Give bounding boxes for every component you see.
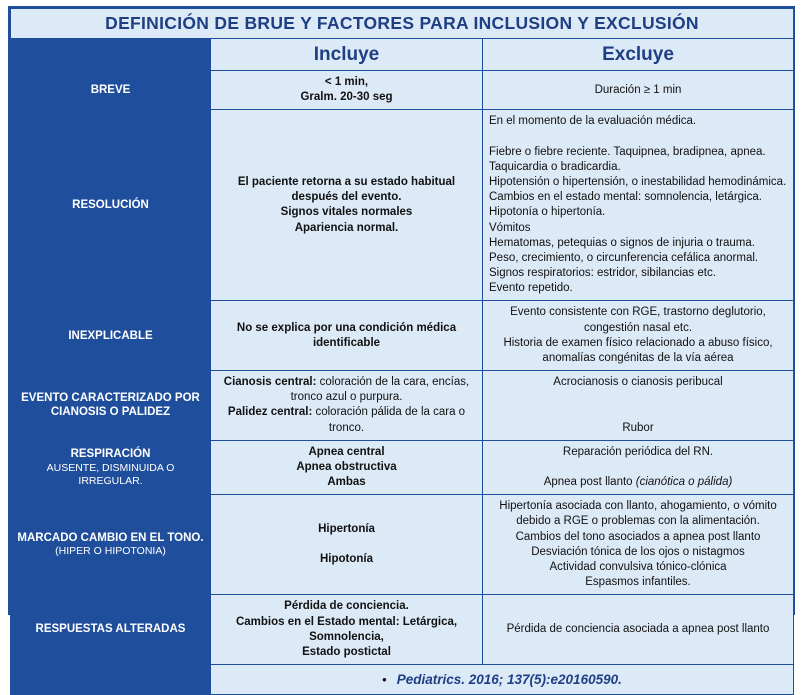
line: Hipertonía asociada con llanto, ahogamiento, o vómito <box>499 500 777 513</box>
cell-respiracion-exclude <box>483 440 794 495</box>
line: Historia de examen físico relacionado a abuso físico, <box>503 336 773 349</box>
cell-respiracion-include <box>211 440 483 495</box>
line: Apnea central <box>308 445 385 458</box>
page-title: DEFINICIÓN DE BRUE Y FACTORES PARA INCLUSION Y EXCLUSIÓN <box>11 9 794 39</box>
column-header-include: Incluye <box>211 39 483 71</box>
line: Peso, crecimiento, o circunferencia cefálica anormal. <box>489 251 759 264</box>
row-label-inexplicable <box>11 301 211 371</box>
line-text: coloración pálida de la cara o <box>312 406 466 419</box>
line: anomalías congénitas de la vía aérea <box>542 351 734 364</box>
line: Vómitos <box>489 221 531 234</box>
line: Cambios en el Estado mental: Letárgica, <box>235 615 458 628</box>
line: debido a RGE o problemas con la alimentación. <box>516 515 760 528</box>
line: Acrocianosis o cianosis peribucal <box>553 376 723 389</box>
row-label-tono <box>11 495 211 595</box>
cell-resolucion-exclude <box>483 110 794 301</box>
line <box>217 537 476 552</box>
line-italic: (cianótica o pálida) <box>635 476 733 489</box>
cell-tono-include <box>211 495 483 595</box>
row-label-respuestas-alteradas <box>11 595 211 665</box>
line: Hipotensión o hipertensión, o inestabilidad hemodinámica. <box>489 176 787 189</box>
line-text: coloración de la cara, encías, <box>316 376 470 389</box>
table-row <box>11 440 794 495</box>
line: Hematomas, petequias o signos de injuria o trauma. <box>489 236 755 249</box>
line: Espasmos infantiles. <box>585 576 691 589</box>
cell-respuestas-exclude <box>483 595 794 665</box>
line <box>217 375 476 390</box>
cell-resolucion-include <box>211 110 483 301</box>
line <box>217 390 476 405</box>
line: No se explica por una condición médica <box>236 321 457 334</box>
line-text: tronco. <box>328 421 365 434</box>
line: identificable <box>312 336 381 349</box>
line: Evento consistente con RGE, trastorno deglutorio, <box>510 306 766 319</box>
line: congestión nasal etc. <box>583 321 693 334</box>
line-label: Cianosis central: <box>223 376 317 389</box>
line <box>489 460 787 475</box>
line: Reparación periódica del RN. <box>562 445 714 458</box>
line: Taquicardia o bradicardia. <box>489 160 621 173</box>
row-label-text: RESPUESTAS ALTERADAS <box>35 623 186 636</box>
line-label: Palidez central: <box>227 406 313 419</box>
line: Somnolencia, <box>309 630 384 643</box>
line: Hipotonía <box>319 553 374 566</box>
table-row <box>11 595 794 665</box>
bullet-icon: • <box>382 672 387 688</box>
line: Pérdida de conciencia. <box>284 600 409 613</box>
table-header-row <box>11 39 794 71</box>
line: Signos respiratorios: estridor, sibilancias etc. <box>489 267 716 280</box>
line: El paciente retorna a su estado habitual <box>237 176 456 189</box>
line: Duración ≥ 1 min <box>594 83 682 96</box>
row-label-text: BREVE <box>90 83 131 96</box>
table-row <box>11 371 794 441</box>
line-text: Apnea post llanto <box>543 476 636 489</box>
line: Desviación tónica de los ojos o nistagmos <box>531 545 745 558</box>
row-label-text: RESPIRACIÓN <box>70 448 151 461</box>
line: Actividad convulsiva tónico-clónica <box>549 560 727 573</box>
line: Apariencia normal. <box>294 221 399 234</box>
line: Hipotonía o hipertonía. <box>489 206 606 219</box>
line: Pérdida de conciencia asociada a apnea post llanto <box>506 623 770 636</box>
line: Evento repetido. <box>489 282 573 295</box>
line: Cambios del tono asociados a apnea post llanto <box>515 530 761 543</box>
footer-label-spacer <box>11 665 211 695</box>
cell-cianosis-exclude <box>483 371 794 441</box>
cell-inexplicable-exclude <box>483 301 794 371</box>
table-row <box>11 301 794 371</box>
row-sublabel-text: AUSENTE, DISMINUIDA O IRREGULAR. <box>46 461 175 487</box>
table-row <box>11 110 794 301</box>
line: Gralm. 20-30 seg <box>300 91 393 104</box>
row-label-text: MARCADO CAMBIO EN EL TONO. <box>17 532 204 545</box>
line: Apnea obstructiva <box>296 460 397 473</box>
row-sublabel-text: (HIPER O HIPOTONIA) <box>55 545 166 558</box>
cell-cianosis-include <box>211 371 483 441</box>
cell-breve-exclude <box>483 71 794 110</box>
line <box>489 475 787 490</box>
line: Signos vitales normales <box>280 206 413 219</box>
line <box>489 405 787 420</box>
line: < 1 min, <box>324 76 369 88</box>
line <box>489 130 787 145</box>
row-label-breve <box>11 71 211 110</box>
citation-text: Pediatrics. 2016; 137(5):e20160590. <box>396 672 622 688</box>
row-label-text: RESOLUCIÓN <box>72 199 149 212</box>
row-label-text: INEXPLICABLE <box>68 329 153 342</box>
citation-cell <box>211 665 794 695</box>
line: Estado postictal <box>302 645 391 658</box>
row-label-respiracion <box>11 440 211 495</box>
brue-table-frame <box>8 6 795 688</box>
cell-tono-exclude <box>483 495 794 595</box>
line: Fiebre o fiebre reciente. Taquipnea, bradipnea, apnea. <box>489 145 766 158</box>
line: Ambas <box>327 476 366 489</box>
table-row <box>11 71 794 110</box>
row-label-resolucion <box>11 110 211 301</box>
table-title-row <box>11 9 794 39</box>
column-header-exclude: Excluye <box>483 39 794 71</box>
table-footer-row <box>11 665 794 695</box>
line-text: tronco azul o purpura. <box>290 391 403 404</box>
table-row <box>11 495 794 595</box>
row-label-cianosis-palidez <box>11 371 211 441</box>
column-header-label <box>11 39 211 71</box>
cell-inexplicable-include <box>211 301 483 371</box>
line: después del evento. <box>291 191 402 204</box>
line: Hipertonía <box>318 523 375 536</box>
line <box>217 421 476 436</box>
line: En el momento de la evaluación médica. <box>489 115 697 128</box>
cell-respuestas-include <box>211 595 483 665</box>
line <box>217 405 476 420</box>
cell-breve-include <box>211 71 483 110</box>
line: Cambios en el estado mental: somnolencia, letárgica. <box>489 191 762 204</box>
line <box>489 390 787 405</box>
row-label-text: EVENTO CARACTERIZADO POR CIANOSIS O PALIDEZ <box>21 392 200 419</box>
line: Rubor <box>622 421 654 434</box>
brue-definition-table <box>10 8 794 695</box>
